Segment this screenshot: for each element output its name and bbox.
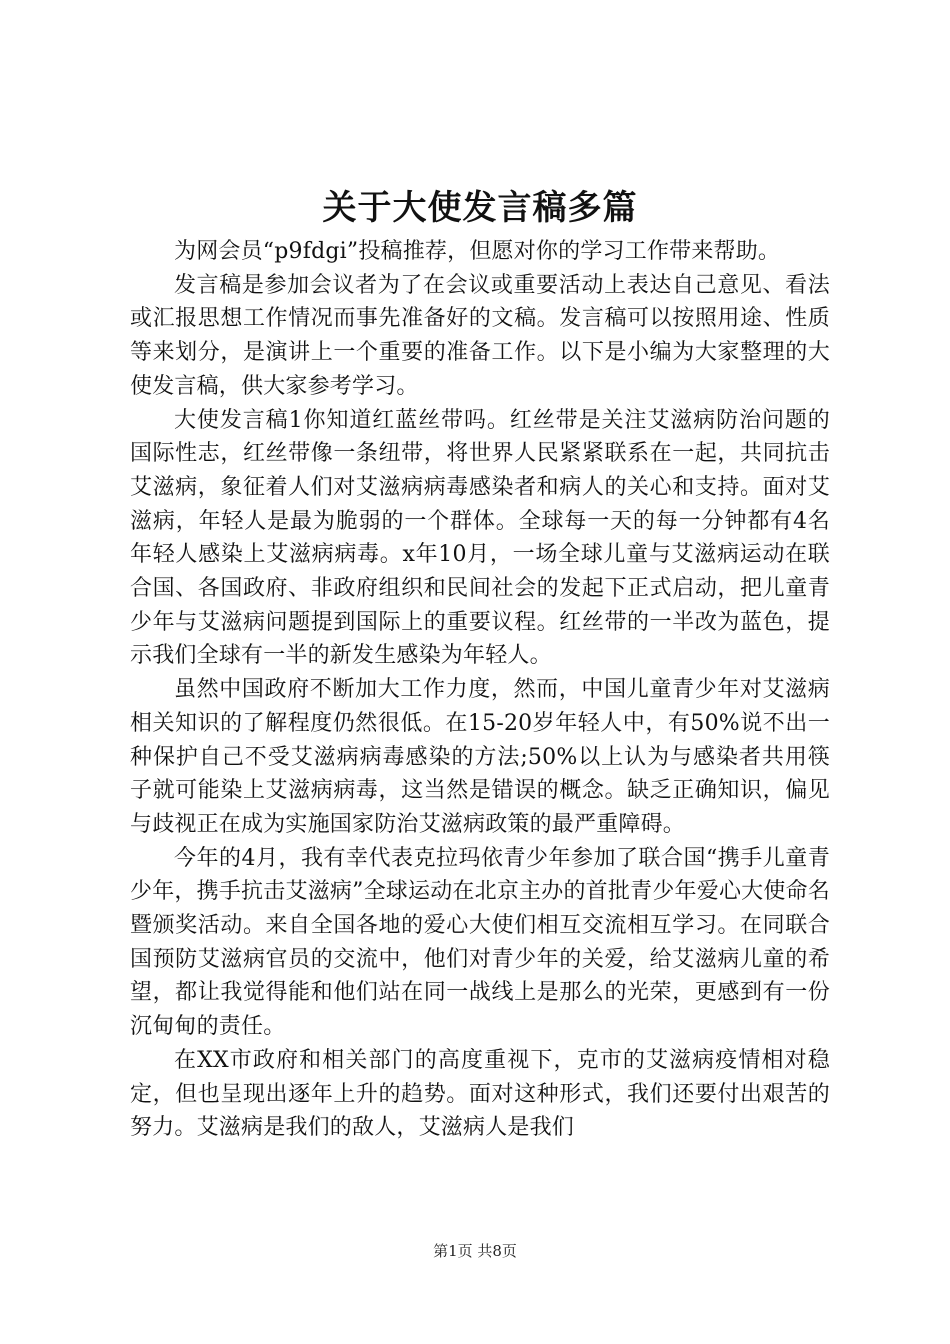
document-page: [130, 0, 830, 1344]
document-body: [130, 235, 830, 1145]
paragraph-city-situation: 在XX市政府和相关部门的高度重视下，克市的艾滋病疫情相对稳定，但也呈现出逐年上升的趋势。面对这种形式，我们还要付出艰苦的努力。艾滋病是我们的敌人，艾滋病人是我们: [130, 1047, 830, 1141]
paragraph-intro: 为网会员“p9fdgi”投稿推荐，但愿对你的学习工作带来帮助。: [174, 239, 781, 264]
paragraph-definition: 发言稿是参加会议者为了在会议或重要活动上表达自己意见、看法或汇报思想工作情况而事先准备好的文稿。发言稿可以按照用途、性质等来划分，是演讲上一个重要的准备工作。以下是小编为大家整理的大使发言稿，供大家参考学习。: [130, 272, 830, 399]
page-footer: 第1页 共8页: [433, 1242, 517, 1260]
paragraph-ambassador-event: 今年的4月，我有幸代表克拉玛依青少年参加了联合国“携手儿童青少年，携手抗击艾滋病”全球运动在北京主办的首批青少年爱心大使命名暨颁奖活动。来自全国各地的爱心大使们相互交流相互学习。在同联合国预防艾滋病官员的交流中，他们对青少年的关爱，给艾滋病儿童的希望，都让我觉得能和他们站在同一战线上是那么的光荣，更感到有一份沉甸甸的责任。: [130, 845, 830, 1040]
paragraph-china-awareness: 虽然中国政府不断加大工作力度，然而，中国儿童青少年对艾滋病相关知识的了解程度仍然很低。在15-20岁年轻人中，有50%说不出一种保护自己不受艾滋病病毒感染的方法;50%以上认为与感染者共用筷子就可能染上艾滋病病毒，这当然是错误的概念。缺乏正确知识，偏见与歧视正在成为实施国家防治艾滋病政策的最严重障碍。: [130, 677, 830, 837]
paragraph-speech-1: 大使发言稿1你知道红蓝丝带吗。红丝带是关注艾滋病防治问题的国际性志，红丝带像一条纽带，将世界人民紧紧联系在一起，共同抗击艾滋病，象征着人们对艾滋病病毒感染者和病人的关心和支持。面对艾滋病，年轻人是最为脆弱的一个群体。全球每一天的每一分钟都有4名年轻人感染上艾滋病病毒。x年10月，一场全球儿童与艾滋病运动在联合国、各国政府、非政府组织和民间社会的发起下正式启动，把儿童青少年与艾滋病问题提到国际上的重要议程。红丝带的一半改为蓝色，提示我们全球有一半的新发生感染为年轻人。: [130, 407, 830, 669]
document-title: 关于大使发言稿多篇: [322, 188, 638, 228]
